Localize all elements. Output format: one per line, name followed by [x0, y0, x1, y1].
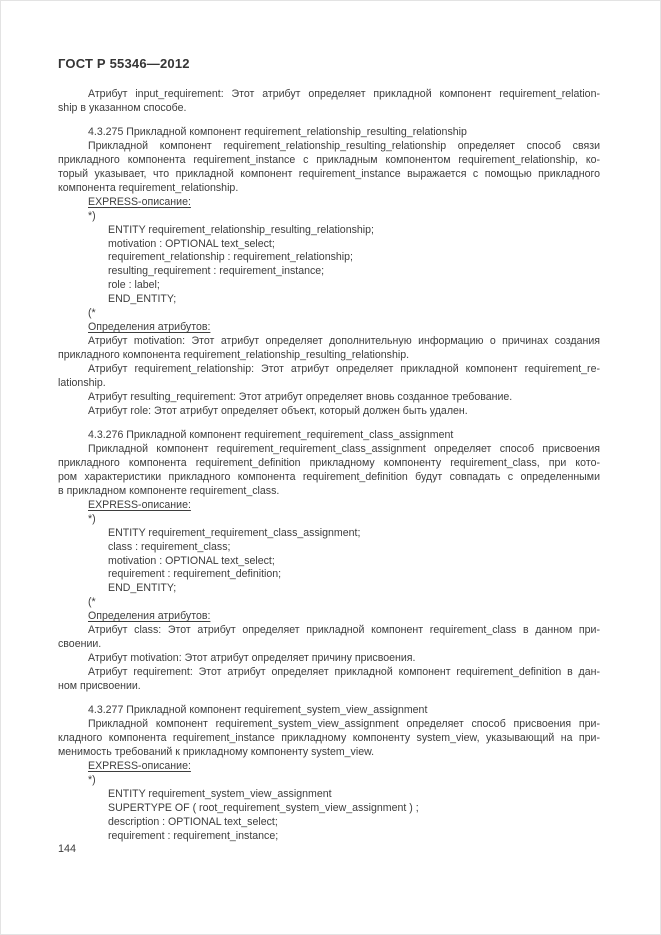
text-line: ном присвоении. — [58, 680, 141, 693]
text-line: *) — [88, 512, 96, 525]
text-line: (* — [88, 596, 96, 609]
block-para — [58, 443, 600, 499]
text-line: Атрибут input_requirement: Этот атрибут определяет прикладной компонент requirement_relation- — [88, 88, 600, 100]
text-line: в прикладном компоненте requirement_class. — [58, 484, 280, 497]
text-line: 4.3.277 Прикладной компонент requirement_system_view_assignment — [88, 704, 428, 717]
text-line: прикладного компонента requirement_instance с прикладным компонентом requirement_relationship, ко- — [58, 153, 600, 166]
block-para — [58, 666, 600, 694]
block-star — [58, 596, 600, 610]
text-line: resulting_requirement : requirement_instance; — [108, 265, 325, 278]
text-line: requirement : requirement_definition; — [108, 568, 282, 581]
text-line: ENTITY requirement_relationship_resulting_relationship; — [108, 223, 374, 236]
block-underline — [58, 760, 600, 774]
text-line: Прикладной компонент requirement_requirement_class_assignment определяет способ присвоения — [88, 442, 600, 455]
block-heading — [58, 704, 600, 718]
block-star — [58, 210, 600, 224]
text-line: Атрибут motivation: Этот атрибут определяет дополнительную информацию о причинах создания — [88, 335, 600, 348]
block-underline — [58, 499, 600, 513]
block-underline — [58, 321, 600, 335]
block-para — [58, 391, 600, 405]
text-line: EXPRESS-описание: — [88, 759, 191, 772]
block-para — [58, 624, 600, 652]
text-line: Атрибут requirement_relationship: Этот атрибут определяет прикладной компонент requirement_re- — [88, 363, 600, 376]
text-line: ship в указанном способе. — [58, 101, 187, 114]
text-line: *) — [88, 209, 96, 222]
text-line: END_ENTITY; — [108, 293, 177, 306]
text-line: motivation : OPTIONAL text_select; — [108, 237, 275, 250]
text-line: EXPRESS-описание: — [88, 498, 191, 511]
block-star — [58, 307, 600, 321]
block-para — [58, 652, 600, 666]
text-line: role : label; — [108, 279, 160, 292]
text-line: ENTITY requirement_system_view_assignment — [108, 787, 332, 800]
text-line: class : requirement_class; — [108, 540, 231, 553]
text-line: кладного компонента requirement_instance прикладному компоненту system_view, указывающий на при- — [58, 731, 600, 744]
text-line: прикладного компонента requirement_relationship_resulting_relationship. — [58, 349, 410, 362]
page-number: 144 — [58, 843, 77, 855]
text-line: ром характеристики прикладного компонента requirement_definition будут совпадать с определенными — [58, 470, 600, 483]
text-line: SUPERTYPE OF ( root_requirement_system_view_assignment ) ; — [108, 801, 419, 814]
text-line: EXPRESS-описание: — [88, 195, 191, 208]
block-underline — [58, 610, 600, 624]
text-line: Прикладной компонент requirement_relationship_resulting_relationship определяет способ связи — [88, 139, 600, 152]
block-code — [58, 224, 600, 308]
block-para — [58, 88, 600, 116]
text-line: Атрибут class: Этот атрибут определяет прикладной компонент requirement_class в данном при- — [88, 624, 600, 637]
text-line: Атрибут motivation: Этот атрибут определяет причину присвоения. — [88, 652, 416, 665]
text-line: requirement_relationship : requirement_relationship; — [108, 251, 353, 264]
text-line: Атрибут resulting_requirement: Этот атрибут определяет вновь созданное требование. — [88, 391, 513, 404]
text-line: компонента requirement_relationship. — [58, 181, 239, 194]
text-line: Определения атрибутов: — [88, 610, 211, 623]
block-code — [58, 527, 600, 597]
text-line: торый указывает, что прикладной компонент requirement_instance выражается с помощью прикладного — [58, 167, 600, 180]
block-star — [58, 513, 600, 527]
text-line: (* — [88, 307, 96, 320]
text-line: END_ENTITY; — [108, 582, 177, 595]
text-line: motivation : OPTIONAL text_select; — [108, 554, 275, 567]
block-para — [58, 405, 600, 419]
text-line: lationship. — [58, 377, 106, 390]
block-underline — [58, 196, 600, 210]
text-line: ENTITY requirement_requirement_class_assignment; — [108, 526, 361, 539]
block-para — [58, 140, 600, 196]
text-line: Определения атрибутов: — [88, 321, 211, 334]
block-para — [58, 335, 600, 363]
block-code — [58, 788, 600, 844]
text-line: 4.3.276 Прикладной компонент requirement_requirement_class_assignment — [88, 428, 454, 441]
text-line: 4.3.275 Прикладной компонент requirement_relationship_resulting_relationship — [88, 125, 467, 138]
document-header-standard-number: ГОСТ Р 55346—2012 — [58, 56, 190, 71]
block-heading — [58, 126, 600, 140]
text-line: Атрибут role: Этот атрибут определяет объект, который должен быть удален. — [88, 404, 468, 417]
text-line: прикладного компонента requirement_definition прикладному компоненту requirement_class, при кото- — [58, 456, 600, 469]
text-line: Атрибут requirement: Этот атрибут определяет прикладной компонент requirement_definition в дан- — [88, 666, 600, 679]
block-para — [58, 363, 600, 391]
block-heading — [58, 429, 600, 443]
text-line: Прикладной компонент requirement_system_view_assignment определяет способ присвоения при- — [88, 717, 600, 730]
text-line: *) — [88, 773, 96, 786]
text-line: менимость требований к прикладному компоненту system_view. — [58, 745, 375, 758]
text-line: requirement : requirement_instance; — [108, 829, 279, 842]
document-content — [58, 88, 600, 844]
block-star — [58, 774, 600, 788]
text-line: description : OPTIONAL text_select; — [108, 815, 278, 828]
text-line: своении. — [58, 638, 102, 651]
block-para — [58, 718, 600, 760]
